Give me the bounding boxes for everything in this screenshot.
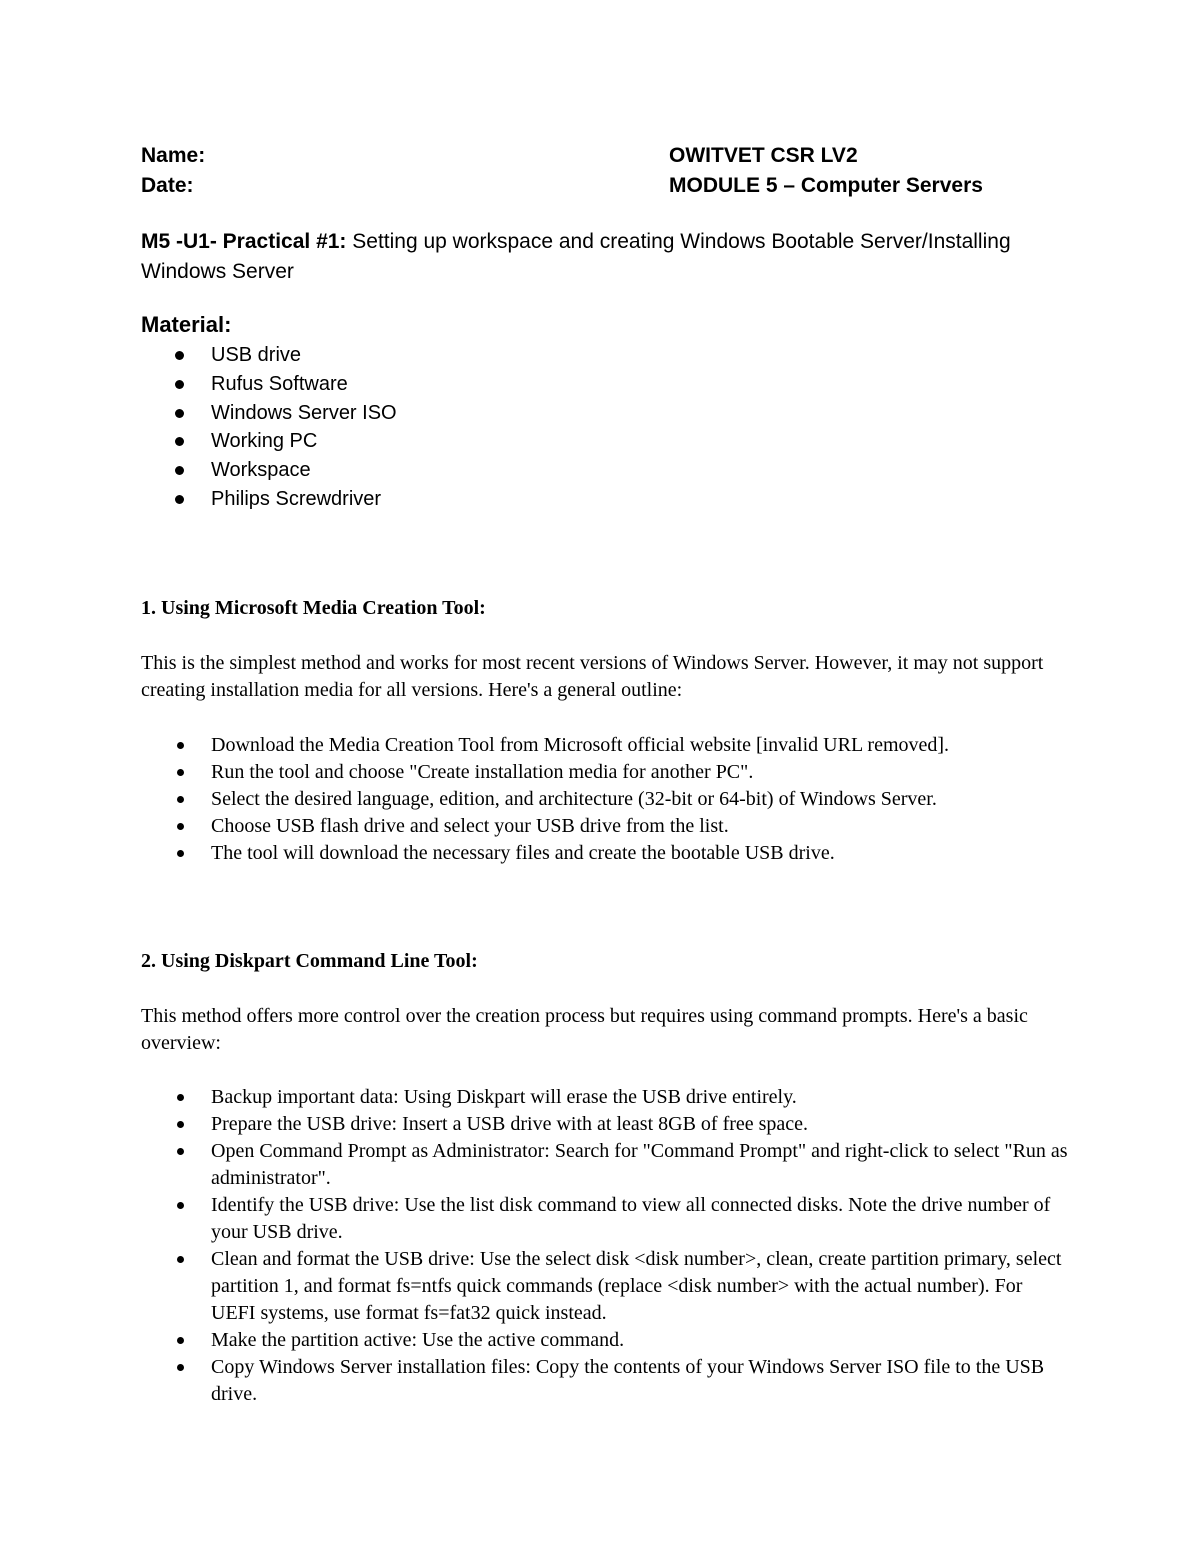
section2-intro: This method offers more control over the creation process but requires using command prompts. Here's a basic overview: <box>141 1005 1028 1054</box>
step-item: The tool will download the necessary files and create the bootable USB drive. <box>141 840 1071 867</box>
step-item: Copy Windows Server installation files: Copy the contents of your Windows Server ISO file to the USB drive. <box>141 1354 1071 1408</box>
step-item: Select the desired language, edition, and architecture (32-bit or 64-bit) of Windows Server. <box>141 786 1071 813</box>
module-title: MODULE 5 – Computer Servers <box>669 174 983 197</box>
material-item: USB drive <box>141 341 397 370</box>
step-item: Run the tool and choose "Create installation media for another PC". <box>141 759 1071 786</box>
material-item: Windows Server ISO <box>141 399 397 428</box>
material-item: Rufus Software <box>141 370 397 399</box>
step-item: Download the Media Creation Tool from Microsoft official website [invalid URL removed]. <box>141 732 1071 759</box>
section2-steps <box>141 1084 1071 1408</box>
material-list <box>141 341 397 514</box>
name-label: Name: <box>141 144 206 167</box>
step-item: Choose USB flash drive and select your USB drive from the list. <box>141 813 1071 840</box>
step-item: Open Command Prompt as Administrator: Search for "Command Prompt" and right-click to select "Run as administrator". <box>141 1138 1071 1192</box>
step-item: Backup important data: Using Diskpart will erase the USB drive entirely. <box>141 1084 1071 1111</box>
practical-title <box>141 227 1061 287</box>
practical-label: M5 -U1- Practical #1: <box>141 230 347 253</box>
material-heading: Material: <box>141 312 232 337</box>
section1-title: 1. Using Microsoft Media Creation Tool: <box>141 597 486 619</box>
material-item: Philips Screwdriver <box>141 485 397 514</box>
section2-title: 2. Using Diskpart Command Line Tool: <box>141 950 478 972</box>
section1-steps <box>141 732 1071 867</box>
step-item: Identify the USB drive: Use the list disk command to view all connected disks. Note the drive number of your USB drive. <box>141 1192 1071 1246</box>
course-title: OWITVET CSR LV2 <box>669 144 858 167</box>
step-item: Clean and format the USB drive: Use the select disk <disk number>, clean, create partition primary, select partition 1, and format fs=ntfs quick commands (replace <disk number> with the actual number). For UEFI systems, use format fs=fat32 quick instead. <box>141 1246 1071 1327</box>
section1-intro: This is the simplest method and works for most recent versions of Windows Server. However, it may not support creating installation media for all versions. Here's a general outline: <box>141 652 1044 701</box>
material-item: Workspace <box>141 456 397 485</box>
date-label: Date: <box>141 174 194 197</box>
step-item: Prepare the USB drive: Insert a USB drive with at least 8GB of free space. <box>141 1111 1071 1138</box>
practical-text: Setting up workspace and creating Windows Bootable Server/Installing Windows Server <box>141 230 1011 283</box>
step-item: Make the partition active: Use the active command. <box>141 1327 1071 1354</box>
material-item: Working PC <box>141 427 397 456</box>
